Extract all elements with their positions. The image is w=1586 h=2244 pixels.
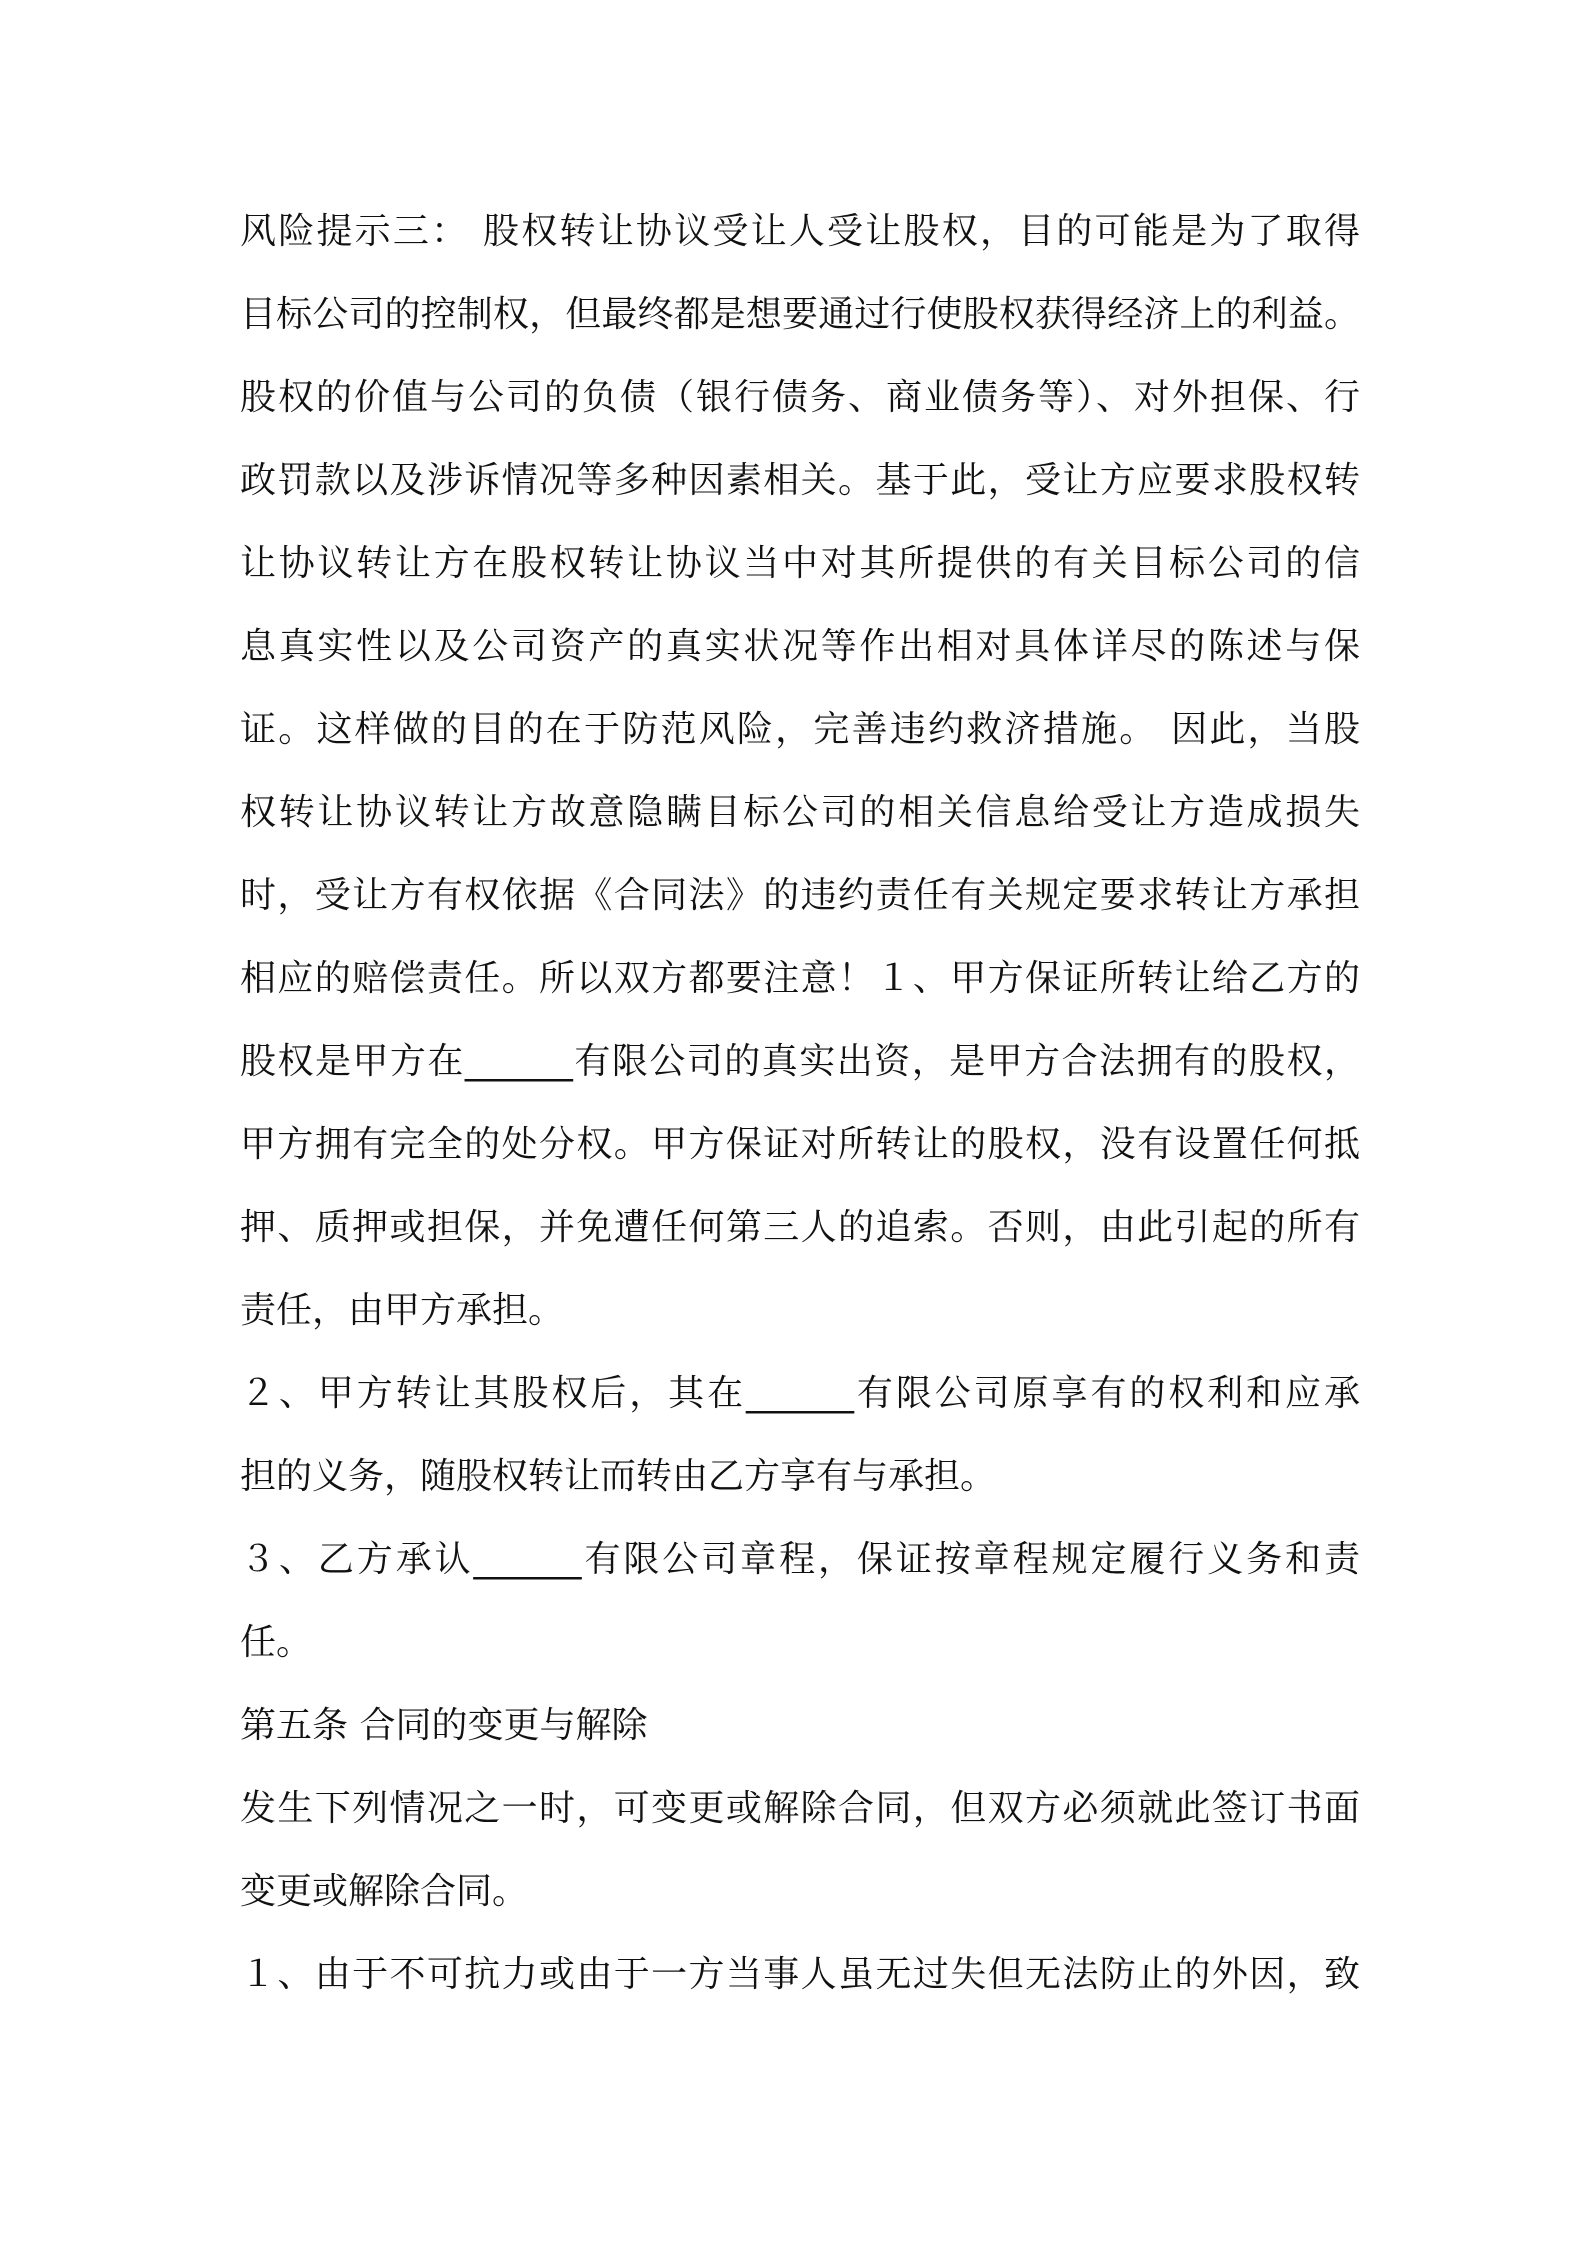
text-line-paragraph-end: 责任，由甲方承担。 <box>240 1290 565 1331</box>
text-line: 权转让协议转让方故意隐瞒目标公司的相关信息给受让方造成损失 <box>240 792 1360 833</box>
text-line: 发生下列情况之一时，可变更或解除合同，但双方必须就此签订书面 <box>240 1788 1360 1829</box>
text-line: 政罚款以及涉诉情况等多种因素相关。基于此，受让方应要求股权转 <box>240 460 1360 501</box>
contract-text-body <box>240 190 1360 2016</box>
text-line-clause-3: ３、乙方承认______有限公司章程，保证按章程规定履行义务和责 <box>240 1539 1360 1580</box>
text-line-paragraph-end: 担的义务，随股权转让而转由乙方享有与承担。 <box>240 1456 997 1497</box>
text-line: 甲方拥有完全的处分权。甲方保证对所转让的股权，没有设置任何抵 <box>240 1124 1360 1165</box>
text-line: 息真实性以及公司资产的真实状况等作出相对具体详尽的陈述与保 <box>240 626 1360 667</box>
section-heading-article-5: 第五条 合同的变更与解除 <box>240 1705 648 1746</box>
text-line: 让协议转让方在股权转让协议当中对其所提供的有关目标公司的信 <box>240 543 1360 584</box>
text-line-article-5-clause-1: １、由于不可抗力或由于一方当事人虽无过失但无法防止的外因，致 <box>240 1954 1360 1995</box>
text-line: 股权是甲方在______有限公司的真实出资，是甲方合法拥有的股权， <box>240 1041 1360 1082</box>
text-line: 证。这样做的目的在于防范风险，完善违约救济措施。 因此，当股 <box>240 709 1360 750</box>
text-line-clause-1-start: 相应的赔偿责任。所以双方都要注意！１、甲方保证所转让给乙方的 <box>240 958 1360 999</box>
text-line: 时，受让方有权依据《合同法》的违约责任有关规定要求转让方承担 <box>240 875 1360 916</box>
text-line: 股权的价值与公司的负债（银行债务、商业债务等）、对外担保、行 <box>240 377 1360 418</box>
text-line-clause-2: ２、甲方转让其股权后，其在______有限公司原享有的权利和应承 <box>240 1373 1360 1414</box>
text-line: 押、质押或担保，并免遭任何第三人的追索。否则，由此引起的所有 <box>240 1207 1360 1248</box>
text-line: 目标公司的控制权，但最终都是想要通过行使股权获得经济上的利益。 <box>240 294 1360 335</box>
text-line-paragraph-end: 变更或解除合同。 <box>240 1871 529 1912</box>
text-line-risk-tip-3: 风险提示三： 股权转让协议受让人受让股权，目的可能是为了取得 <box>240 211 1360 252</box>
text-line-paragraph-end: 任。 <box>240 1622 313 1663</box>
